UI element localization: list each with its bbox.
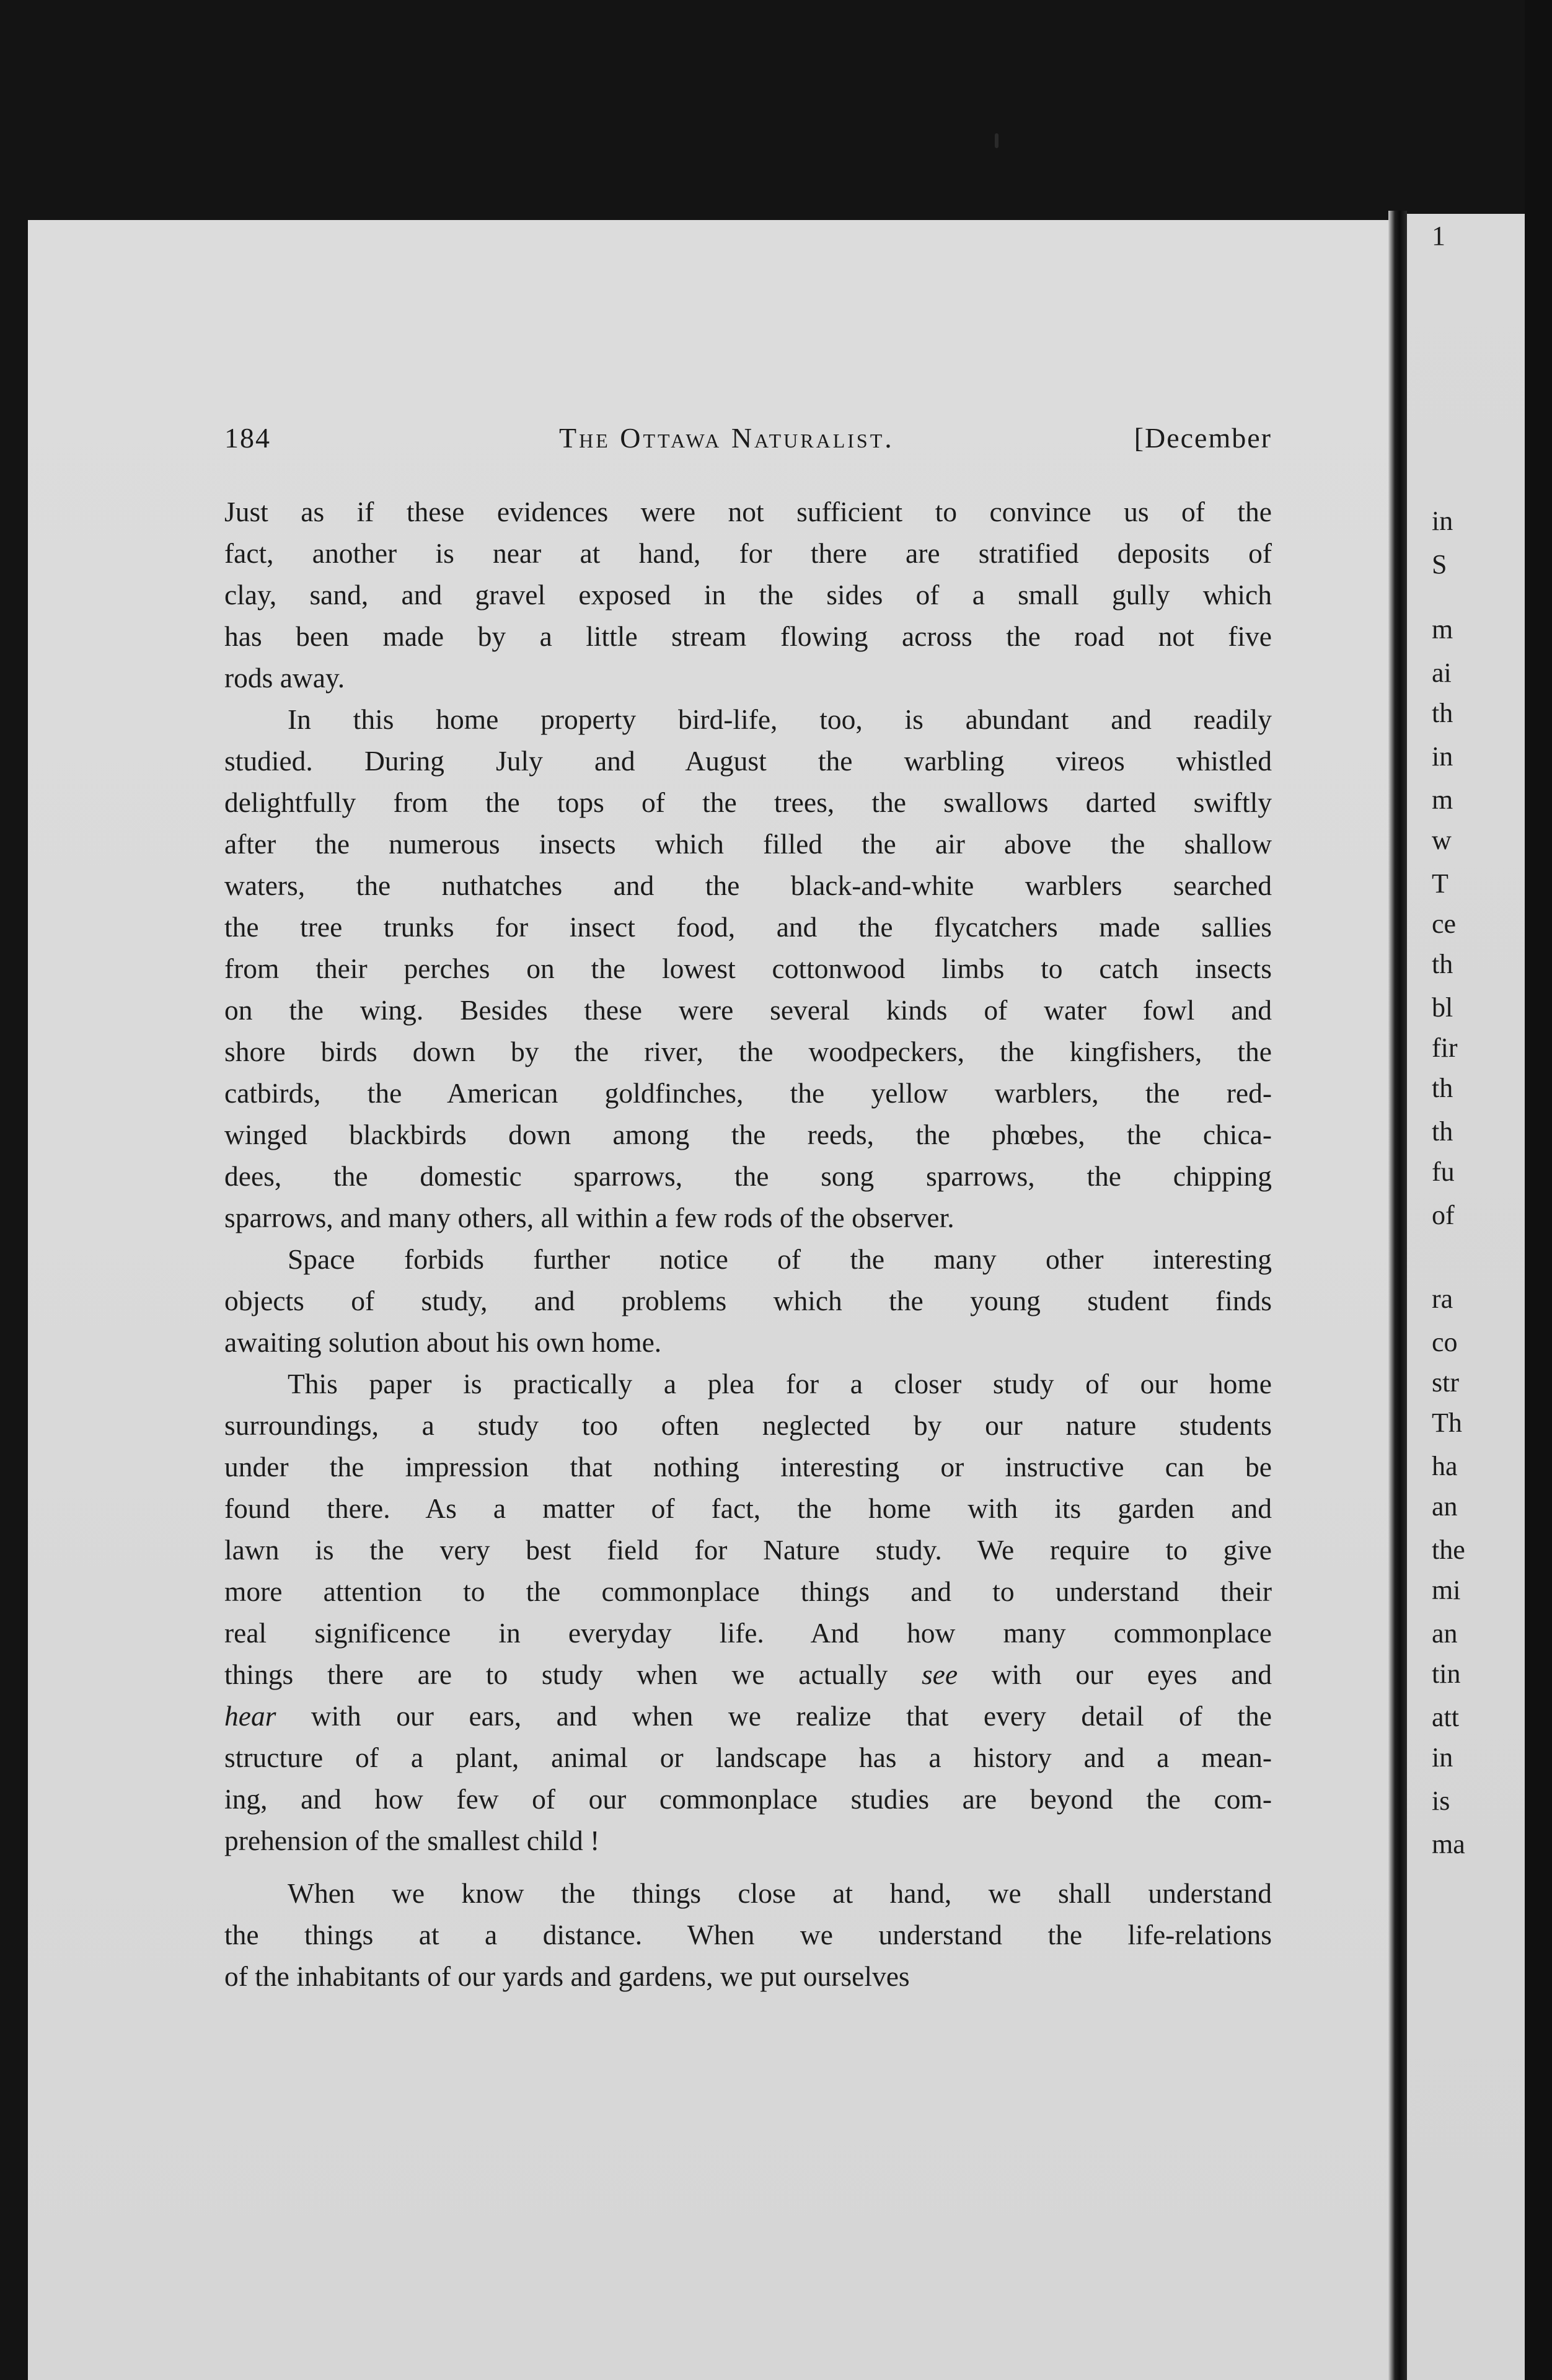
text-line: shore birds down by the river, the woodpeckers, the kingfishers, the <box>224 1036 1272 1067</box>
text-line: clay, sand, and gravel exposed in the sides of a small gully which <box>224 579 1272 610</box>
facing-page-fragment: att <box>1432 1702 1459 1732</box>
facing-page-fragment: th <box>1432 698 1453 728</box>
paragraph <box>224 1363 1272 1861</box>
scan-border <box>1525 0 1552 2380</box>
text-line: after the numerous insects which filled the air above the shallow <box>224 828 1272 860</box>
journal-title: The Ottawa Naturalist. <box>559 422 894 454</box>
facing-page-fragment: ai <box>1432 658 1452 688</box>
text-line: things there are to study when we actually see with our eyes and <box>224 1659 1272 1690</box>
paragraph <box>224 699 1272 1238</box>
text-line: from their perches on the lowest cottonwood limbs to catch insects <box>224 953 1272 984</box>
text-line: the things at a distance. When we understand the life-relations <box>224 1919 1272 1950</box>
facing-page-fragment: bl <box>1432 992 1453 1023</box>
text-line: winged blackbirds down among the reeds, the phœbes, the chica- <box>224 1119 1272 1150</box>
text-line: This paper is practically a plea for a closer study of our home <box>288 1368 1272 1399</box>
text-line: hear with our ears, and when we realize that every detail of the <box>224 1700 1272 1732</box>
text-line: sparrows, and many others, all within a few rods of the observer. <box>224 1202 955 1233</box>
facing-page-fragment: mi <box>1432 1575 1461 1605</box>
text-line: under the impression that nothing interesting or instructive can be <box>224 1451 1272 1483</box>
text-line: surroundings, a study too often neglected by our nature students <box>224 1409 1272 1441</box>
page-gutter <box>1388 211 1407 2380</box>
issue-month: [December <box>1134 422 1272 454</box>
text-line: the tree trunks for insect food, and the flycatchers made sallies <box>224 911 1272 943</box>
text-line: more attention to the commonplace things and to understand their <box>224 1576 1272 1607</box>
text-line: catbirds, the American goldfinches, the yellow warblers, the red- <box>224 1077 1272 1109</box>
text-line: waters, the nuthatches and the black-and-white warblers searched <box>224 870 1272 901</box>
facing-page-fragment: m <box>1432 785 1453 815</box>
paragraph <box>224 491 1272 699</box>
text-line: Space forbids further notice of the many other interesting <box>288 1243 1272 1275</box>
text-line: found there. As a matter of fact, the home with its garden and <box>224 1492 1272 1524</box>
text-line: studied. During July and August the warbling vireos whistled <box>224 745 1272 777</box>
facing-page-fragment: 1 <box>1432 221 1445 251</box>
facing-page-edge <box>1407 214 1525 2380</box>
text-line: lawn is the very best field for Nature study. We require to give <box>224 1534 1272 1566</box>
text-line: on the wing. Besides these were several kinds of water fowl and <box>224 994 1272 1026</box>
text-line: objects of study, and problems which the young student finds <box>224 1285 1272 1316</box>
facing-page-fragment: th <box>1432 949 1453 979</box>
running-head <box>224 421 1272 471</box>
text-line: prehension of the smallest child ! <box>224 1825 600 1856</box>
text-line: In this home property bird-life, too, is abundant and readily <box>288 703 1272 735</box>
text-line: structure of a plant, animal or landscape has a history and a mean- <box>224 1742 1272 1773</box>
facing-page-fragment: S <box>1432 549 1447 580</box>
paragraph <box>224 1238 1272 1363</box>
facing-page-fragment: th <box>1432 1116 1453 1147</box>
facing-page-text <box>1407 214 1525 2380</box>
facing-page-fragment: ha <box>1432 1451 1458 1481</box>
text-line: real significence in everyday life. And how many commonplace <box>224 1617 1272 1649</box>
facing-page-fragment: in <box>1432 1742 1453 1773</box>
text-line: has been made by a little stream flowing across the road not five <box>224 620 1272 652</box>
text-line: When we know the things close at hand, we shall understand <box>288 1877 1272 1909</box>
facing-page-fragment: T <box>1432 868 1448 899</box>
facing-page-fragment: w <box>1432 825 1452 855</box>
facing-page-fragment: th <box>1432 1073 1453 1103</box>
facing-page-fragment: in <box>1432 741 1453 772</box>
body-text <box>224 491 1272 1997</box>
text-line: Just as if these evidences were not sufficient to convince us of the <box>224 496 1272 527</box>
text-line: of the inhabitants of our yards and gardens, we put ourselves <box>224 1960 910 1992</box>
facing-page-fragment: Th <box>1432 1408 1462 1438</box>
facing-page-fragment: an <box>1432 1618 1458 1649</box>
facing-page-fragment: tin <box>1432 1659 1461 1689</box>
text-line: delightfully from the tops of the trees, the swallows darted swiftly <box>224 787 1272 818</box>
facing-page-fragment: fu <box>1432 1157 1455 1187</box>
page-number: 184 <box>224 422 271 454</box>
facing-page-fragment: is <box>1432 1786 1450 1816</box>
facing-page-fragment: an <box>1432 1491 1458 1522</box>
facing-page-fragment: fir <box>1432 1033 1458 1063</box>
facing-page-fragment: ce <box>1432 909 1457 939</box>
text-line: awaiting solution about his own home. <box>224 1326 662 1358</box>
facing-page-fragment: co <box>1432 1327 1458 1357</box>
facing-page-fragment: str <box>1432 1367 1459 1398</box>
text-line: fact, another is near at hand, for there are stratified deposits of <box>224 537 1272 569</box>
facing-page-fragment: in <box>1432 506 1453 536</box>
page-text <box>224 421 1272 1997</box>
facing-page-fragment: ra <box>1432 1284 1453 1314</box>
text-line: dees, the domestic sparrows, the song sparrows, the chipping <box>224 1160 1272 1192</box>
paragraph <box>224 1872 1272 1997</box>
facing-page-fragment: the <box>1432 1535 1465 1565</box>
dust-speck <box>995 133 999 148</box>
text-line: ing, and how few of our commonplace studies are beyond the com- <box>224 1783 1272 1815</box>
facing-page-fragment: ma <box>1432 1829 1465 1859</box>
facing-page-fragment: of <box>1432 1200 1455 1230</box>
text-line: rods away. <box>224 662 345 694</box>
facing-page-fragment: m <box>1432 614 1453 645</box>
